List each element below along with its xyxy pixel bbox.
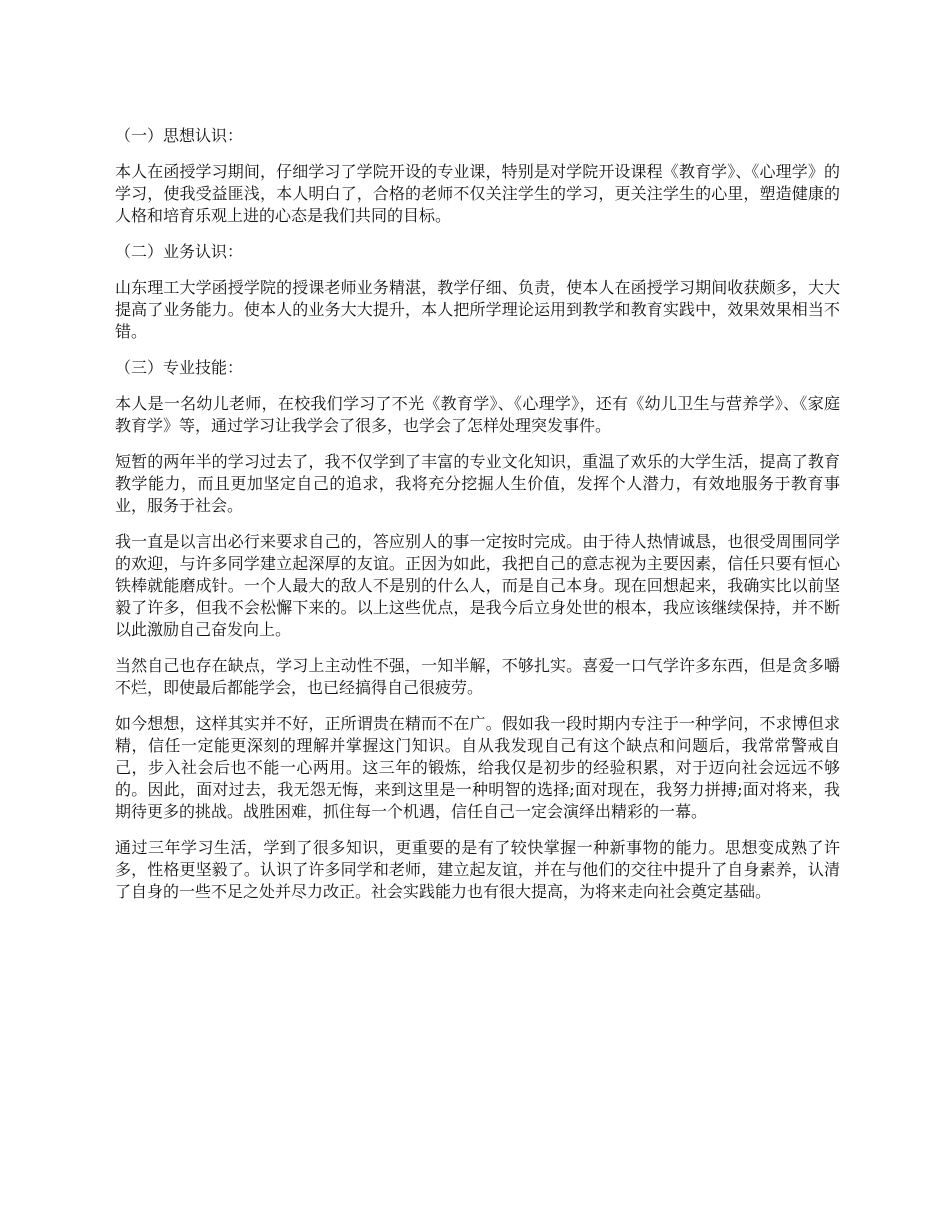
- paragraph-study-summary: 短暂的两年半的学习过去了，我不仅学到了丰富的专业文化知识，重温了欢乐的大学生活，提高了教育教学能力，而且更加坚定自己的追求，我将充分挖掘人生价值，发挥个人潜力，有效地服务于教育事业，服务于社会。: [115, 452, 840, 515]
- paragraph-thought: 本人在函授学习期间，仔细学习了学院开设的专业课，特别是对学院开设课程《教育学》、《心理学》的学习，使我受益匪浅，本人明白了，合格的老师不仅关注学生的学习，更关注学生的心里，塑造健康的人格和培育乐观上进的心态是我们共同的目标。: [115, 162, 840, 225]
- document-page: [115, 125, 840, 917]
- paragraph-conclusion: 通过三年学习生活，学到了很多知识，更重要的是有了较快掌握一种新事物的能力。思想变成熟了许多，性格更坚毅了。认识了许多同学和老师，建立起友谊，并在与他们的交往中提升了自身素养，认清了自身的一些不足之处并尽力改正。社会实践能力也有很大提高，为将来走向社会奠定基础。: [115, 838, 840, 901]
- paragraph-weaknesses: 当然自己也存在缺点，学习上主动性不强，一知半解，不够扎实。喜爱一口气学许多东西，但是贪多嚼不烂，即使最后都能学会，也已经搞得自己很疲劳。: [115, 656, 840, 697]
- paragraph-business: 山东理工大学函授学院的授课老师业务精湛，教学仔细、负责，使本人在函授学习期间收获颇多，大大提高了业务能力。使本人的业务大大提升，本人把所学理论运用到教学和教育实践中，效果效果相当不错。: [115, 278, 840, 341]
- section-heading-skills: （三）专业技能：: [115, 358, 244, 377]
- paragraph-reflection: 如今想想，这样其实并不好，正所谓贵在精而不在广。假如我一段时期内专注于一种学问，不求博但求精，信任一定能更深刻的理解并掌握这门知识。自从我发现自己有这个缺点和问题后，我常常警戒自己，步入社会后也不能一心两用。这三年的锻炼，给我仅是初步的经验积累，对于迈向社会远远不够的。因此，面对过去，我无怨无悔，来到这里是一种明智的选择;面对现在，我努力拼搏;面对将来，我期待更多的挑战。战胜困难，抓住每一个机遇，信任自己一定会演绎出精彩的一幕。: [115, 714, 840, 821]
- paragraph-skills: 本人是一名幼儿老师，在校我们学习了不光《教育学》、《心理学》，还有《幼儿卫生与营养学》、《家庭教育学》等，通过学习让我学会了很多，也学会了怎样处理突发事件。: [115, 394, 840, 435]
- section-heading-business: （二）业务认识：: [115, 242, 244, 261]
- paragraph-strengths: 我一直是以言出必行来要求自己的，答应别人的事一定按时完成。由于待人热情诚恳，也很受周围同学的欢迎，与许多同学建立起深厚的友谊。正因为如此，我把自己的意志视为主要因素，信任只要有恒心铁棒就能磨成针。一个人最大的敌人不是别的什么人，而是自己本身。现在回想起来，我确实比以前坚毅了许多，但我不会松懈下来的。以上这些优点，是我今后立身处世的根本，我应该继续保持，并不断以此激励自己奋发向上。: [115, 532, 840, 639]
- section-heading-thought: （一）思想认识：: [115, 126, 244, 145]
